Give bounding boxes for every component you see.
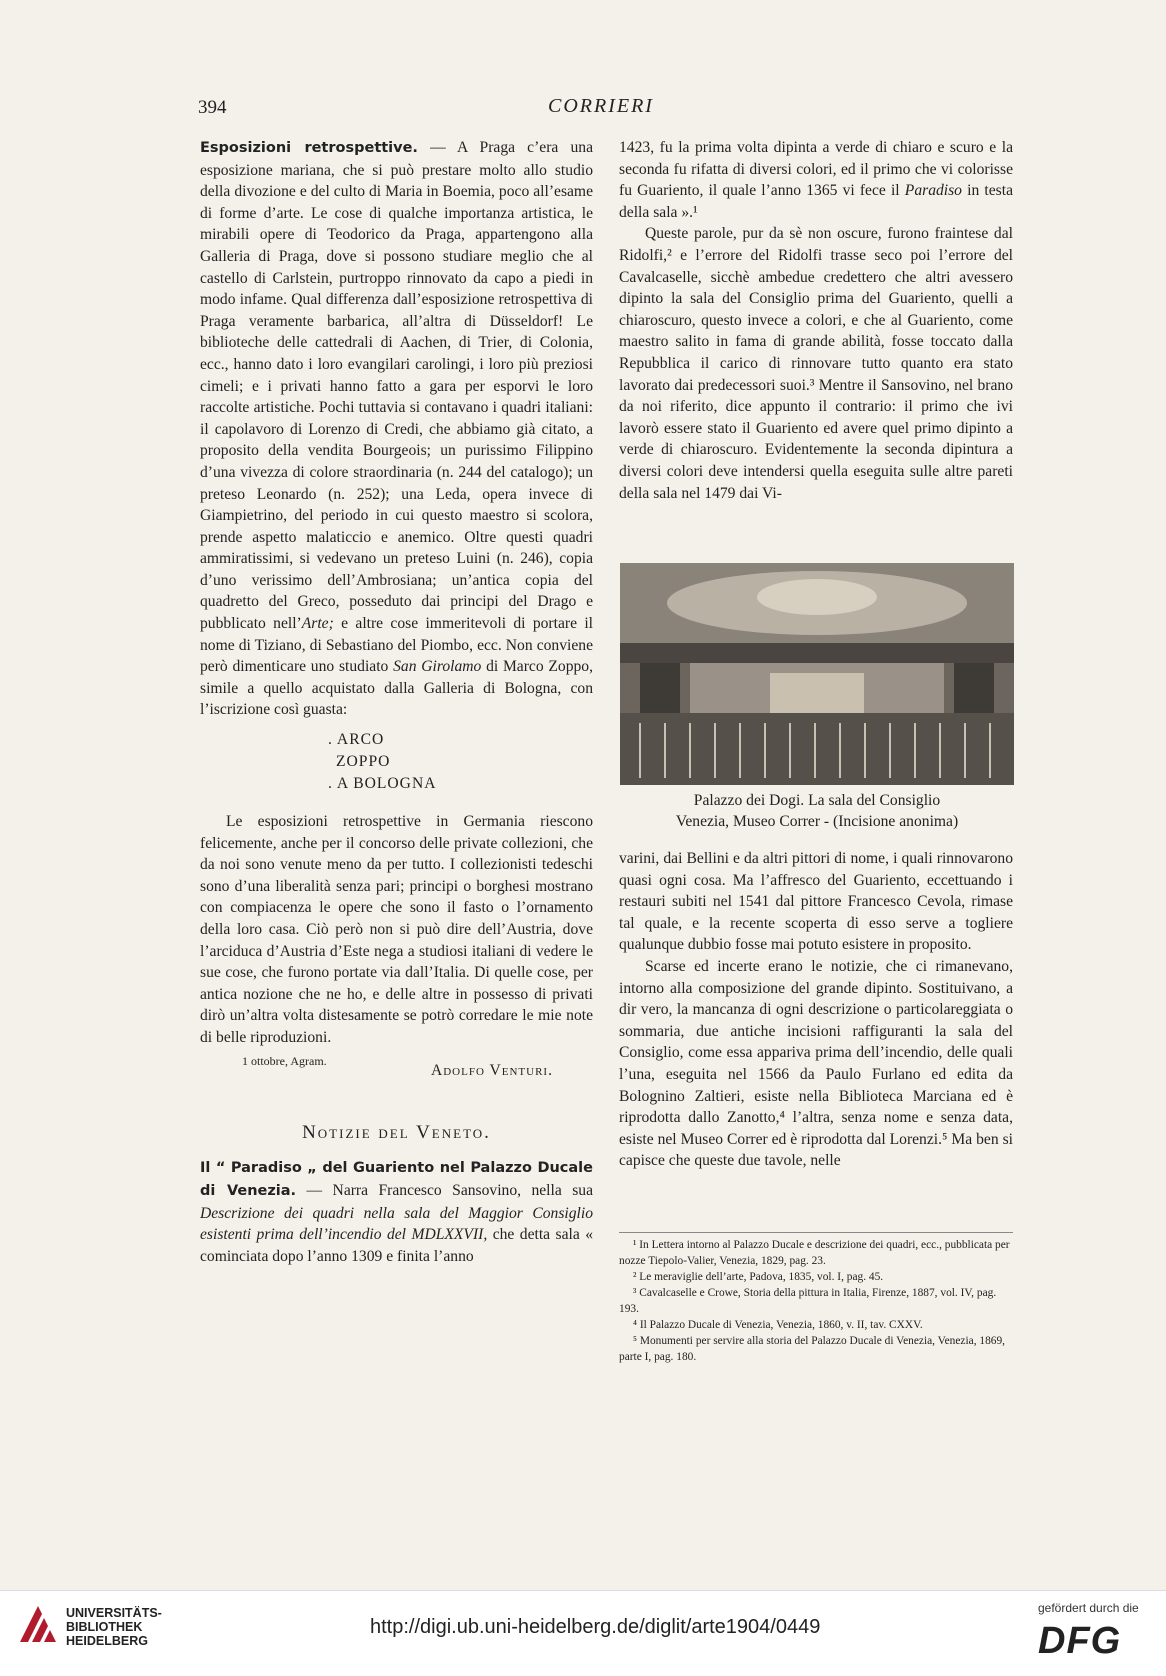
text-run: 1423, fu la prima volta dipinta a verde di chiaro e scuro e la seconda fu rifatta di diversi colori, ed il primo che vi colorisse fu Guariento, il quale l’anno 1365 vi fece il: [619, 139, 1013, 200]
italic-run: Arte;: [301, 615, 334, 633]
section-title: Notizie del Veneto.: [302, 1121, 491, 1143]
engraving-image: [620, 563, 1014, 785]
dfg-logo[interactable]: DFG: [1038, 1620, 1122, 1662]
page-number: 394: [198, 97, 227, 118]
right-column-bottom: [619, 848, 1013, 1172]
running-title: CORRIERI: [548, 95, 654, 117]
footnote: ¹ In Lettera intorno al Palazzo Ducale e descrizione dei quadri, ecc., pubblicata per nozze Tiepolo-Valier, Venezia, 1829, pag. 23.: [619, 1239, 1010, 1267]
footnote: ² Le meraviglie dell’arte, Padova, 1835, vol. I, pag. 45.: [633, 1271, 884, 1283]
left-column: [200, 137, 593, 1267]
library-name-line: HEIDELBERG: [66, 1634, 148, 1648]
text-run: e altre cose immeritevoli di portare il nome di Tiziano, di Sebastiano del Piombo, ecc. Non conviene però dimenticare uno studiato: [200, 615, 593, 676]
caption-line: Palazzo dei Dogi. La sala del Consiglio: [693, 792, 941, 809]
paragraph-continuation: [619, 137, 1013, 223]
signature: Adolfo Venturi.: [430, 1062, 553, 1080]
text-run: in testa della sala ».¹: [619, 182, 1013, 221]
dateline: 1 ottobre, Agram.: [242, 1053, 327, 1068]
figure-caption: [620, 790, 1014, 832]
footnote: ⁴ Il Palazzo Ducale di Venezia, Venezia, 1860, v. II, tav. CXXV.: [633, 1319, 923, 1331]
text-run: — Narra Francesco Sansovino, nella sua: [296, 1181, 594, 1199]
library-name-line: UNIVERSITÄTS-: [66, 1606, 162, 1620]
footnotes: [619, 1232, 1013, 1365]
university-library-logo-icon[interactable]: [16, 1602, 60, 1646]
funding-label: gefördert durch die: [1038, 1601, 1139, 1615]
engraving-illustration: [620, 563, 1014, 785]
paragraph-ridolfi: Queste parole, pur da sè non oscure, furono fraintese dal Ridolfi,² e l’errore del Ridolfi trasse seco poi l’errore del Cavalcaselle, sicchè ambedue credettero che altri avessero dipinto la sala del Consiglio prima del Guariento, quelli a chiaroscuro, questo invece a colori, e che al Guariento, come maestro salito in fama di grande abilità, fosse toccato dalla Repubblica il carico di rinnovare tutto quanto era stato lavorato dai predecessori suoi.³ Mentre il Sansovino, nel brano da noi riferito, dice appunto il contrario: il primo che ivi lavorò essere stato il Guariento ed avere quel primo dipinto a verde di chiaroscuro. Evidentemente la seconda dipintura a diversi colori deve intendersi quella eseguita sulle altre pareti della sala nel 1479 dai Vi-: [619, 225, 1013, 502]
paragraph-scarse: Scarse ed incerte erano le notizie, che ci rimanevano, intorno alla composizione del grande dipinto. Sostituivano, a dir vero, la mancanza di ogni descrizione o particolareggiata o sommaria, due antiche incisioni raffiguranti la sala del Consiglio, come essa appariva prima dell’incendio, delle quali l’una, eseguita nel 1566 da Paulo Furlano ed edita da Bolognino Zaltieri, esiste nella Biblioteca Marciana ed è riprodotta dallo Zanotto,⁴ l’altra, senza nome e senza data, esiste nel Museo Correr ed è riprodotta dal Lorenzi.⁵ Ma ben si capisce che queste due tavole, nelle: [619, 957, 1013, 1170]
paragraph-vivarini: varini, dai Bellini e da altri pittori di nome, i quali rinnovarono quasi ogni cosa. Ma l’affresco del Guariento, eccettuando i restauri subiti nel 1541 dal pittore Francesco Cevola, rimase tal quale, e la recente scoperta di esso serve a togliere qualunque dubbio fosse mai potuto esistere in proposito.: [619, 850, 1013, 954]
paragraph-esposizioni: [200, 137, 593, 721]
inscription-line: ZOPPO: [336, 753, 391, 771]
italic-run: San Girolamo: [393, 658, 482, 676]
inscription: [200, 729, 593, 795]
paragraph-paradiso: [200, 1157, 593, 1267]
permalink-url[interactable]: http://digi.ub.uni-heidelberg.de/diglit/arte1904/0449: [370, 1616, 821, 1638]
inscription-line: . A BOLOGNA: [328, 775, 437, 793]
text-run: di Marco Zoppo, simile a quello acquistato dalla Galleria di Bologna, con l’iscrizione così guasta:: [200, 658, 594, 719]
text-run: — A Praga c’era una esposizione mariana, che si può prestare molto allo studio della divozione e del culto di Maria in Boemia, poco all’esame di forme d’arte. Le cose di qualche importanza artistica, le mirabili opere di Teodorico da Praga, appartengono alla Galleria di Praga, dove si possono studiare meglio che al castello di Carlstein, purtroppo rinnovato da capo a piedi in modo infame. Qual differenza dall’esposizione retrospettiva di Praga veramente barbarica, all’altra di Düsseldorf! Le biblioteche delle cattedrali di Aachen, di Trier, di Colonia, ecc., hanno dato i loro evangilari carolingi, i loro più preziosi cimeli; e i privati hanno fatto a gara per esporvi le loro raccolte artistiche. Pochi tuttavia si contavano i quadri italiani: il capolavoro di Lorenzo di Credi, che abbiamo già citato, a proposito della vendita Bourgeois; un purissimo Filippino d’una vivezza di colore straordinaria (n. 244 del catalogo); un preteso Leonardo (n. 252); una Leda, opera invece di Giampietrino, del periodo in cui questo maestro si scolora, prende aspetto malaticcio e anemico. Oltre questi quadri ammiratissimi, si vedevano un preteso Luini (n. 246), copia d’uno verissimo dell’Ambrosiana; un’antica copia del quadretto del Greco, posseduto dai principi del Drago e pubblicato nell’: [200, 139, 593, 633]
footnote: ⁵ Monumenti per servire alla storia del Palazzo Ducale di Venezia, Venezia, 1869, parte I, pag. 180.: [619, 1335, 1006, 1363]
inscription-line: . ARCO: [328, 731, 385, 749]
caption-line: Venezia, Museo Correr - (Incisione anonima): [675, 813, 959, 830]
right-column-top: [619, 137, 1013, 504]
library-name[interactable]: [66, 1606, 162, 1648]
italic-run: Descrizione dei quadri nella sala del Maggior Consiglio esistenti prima dell’incendio del MDLXXVII,: [200, 1204, 593, 1244]
footnote: ³ Cavalcaselle e Crowe, Storia della pittura in Italia, Firenze, 1887, vol. IV, pag. 193.: [619, 1287, 997, 1315]
text-run: che detta sala « cominciata dopo l’anno 1309 e finita l’anno: [200, 1226, 594, 1265]
italic-run: Paradiso: [904, 182, 962, 200]
paragraph-germania: Le esposizioni retrospettive in Germania riescono felicemente, anche per il concorso delle private collezioni, che da noi sono venute meno da per tutto. I collezionisti tedeschi sono d’una liberalità senza pari; principi o borghesi mostrano con compiacenza le opere che sono il fasto o l’ornamento della loro casa. Ciò però non si può dire dell’Austria, dove l’arciduca d’Austria d’Este nega a studiosi italiani di vedere le sue cose, che furono portate via dall’Italia. Di quelle cose, per antica nozione che ne ho, e delle altre in possesso di privati dirò un’altra volta distesamente se potrò corredare le mie note di belle riproduzioni.: [200, 813, 593, 1046]
paragraph-heading: Il “ Paradiso „ del Guariento nel Palazzo Ducale di Venezia.: [200, 1160, 593, 1199]
library-name-line: BIBLIOTHEK: [66, 1620, 143, 1634]
paragraph-heading: Esposizioni retrospettive.: [200, 140, 418, 156]
